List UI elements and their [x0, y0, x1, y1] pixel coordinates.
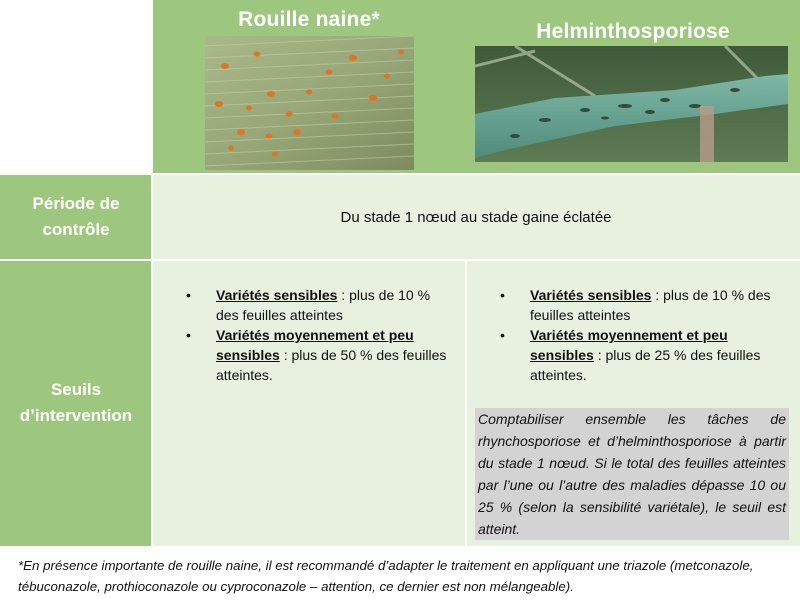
row-label-thresholds: Seuils d’intervention: [0, 260, 152, 546]
empty-corner-cell: [0, 0, 152, 174]
column-divider: [465, 260, 467, 546]
header-rouille-naine: [152, 0, 466, 174]
row-label-period: Période de contrôle: [0, 174, 152, 260]
list-item: [500, 285, 788, 325]
rouille-naine-leaf-photo: [205, 36, 414, 170]
list-item: [186, 325, 452, 385]
helminthosporiose-leaf-photo: [475, 46, 788, 162]
bullet-icon: •: [500, 327, 505, 343]
variety-label: Variétés moyennement et peu sensibles: [216, 327, 414, 363]
row-divider: [0, 259, 800, 261]
bullet-icon: •: [186, 287, 191, 303]
thresholds-helmintho-cell: [466, 260, 800, 546]
threshold-text: : plus de 25 % des feuilles atteintes.: [530, 347, 761, 383]
row-divider: [0, 173, 800, 175]
footnote: *En présence importante de rouille naine, il est recommandé d’adapter le traitement en appliquant une triazole (metconazole, tébuconazole, prothioconazole ou cyproconazole – attention, ce dernier est non mélangeable).: [18, 558, 754, 594]
thresholds-rouille-cell: [152, 260, 466, 546]
list-item: [186, 285, 452, 325]
bullet-icon: •: [500, 287, 505, 303]
column-divider: [151, 0, 153, 546]
threshold-text: : plus de 50 % des feuilles atteintes.: [216, 347, 447, 383]
threshold-text: : plus de 10 % des feuilles atteintes: [530, 287, 771, 323]
variety-label: Variétés moyennement et peu sensibles: [530, 327, 728, 363]
highlighted-note: Comptabiliser ensemble les tâches de rhynchosporiose et d’helminthosporiose à partir du stade 1 nœud. Si le total des feuilles atteintes par l’une ou l’autre des maladies dépasse 10 ou 25 % (selon la sensibilité variétale), le seuil est atteint.: [475, 408, 789, 540]
period-text: Du stade 1 nœud au stade gaine éclatée: [340, 208, 612, 226]
column-title: Helminthosporiose: [536, 20, 730, 43]
list-item: [500, 325, 788, 385]
variety-label: Variétés sensibles: [216, 287, 338, 303]
threshold-text: : plus de 10 % des feuilles atteintes: [216, 287, 431, 323]
bullet-icon: •: [186, 327, 191, 343]
column-title: Rouille naine*: [238, 8, 380, 31]
thresholds-rouille-list: [186, 285, 452, 385]
thresholds-helmintho-list: [500, 285, 788, 385]
header-helminthosporiose: [466, 0, 800, 174]
period-value: [152, 174, 800, 260]
variety-label: Variétés sensibles: [530, 287, 652, 303]
